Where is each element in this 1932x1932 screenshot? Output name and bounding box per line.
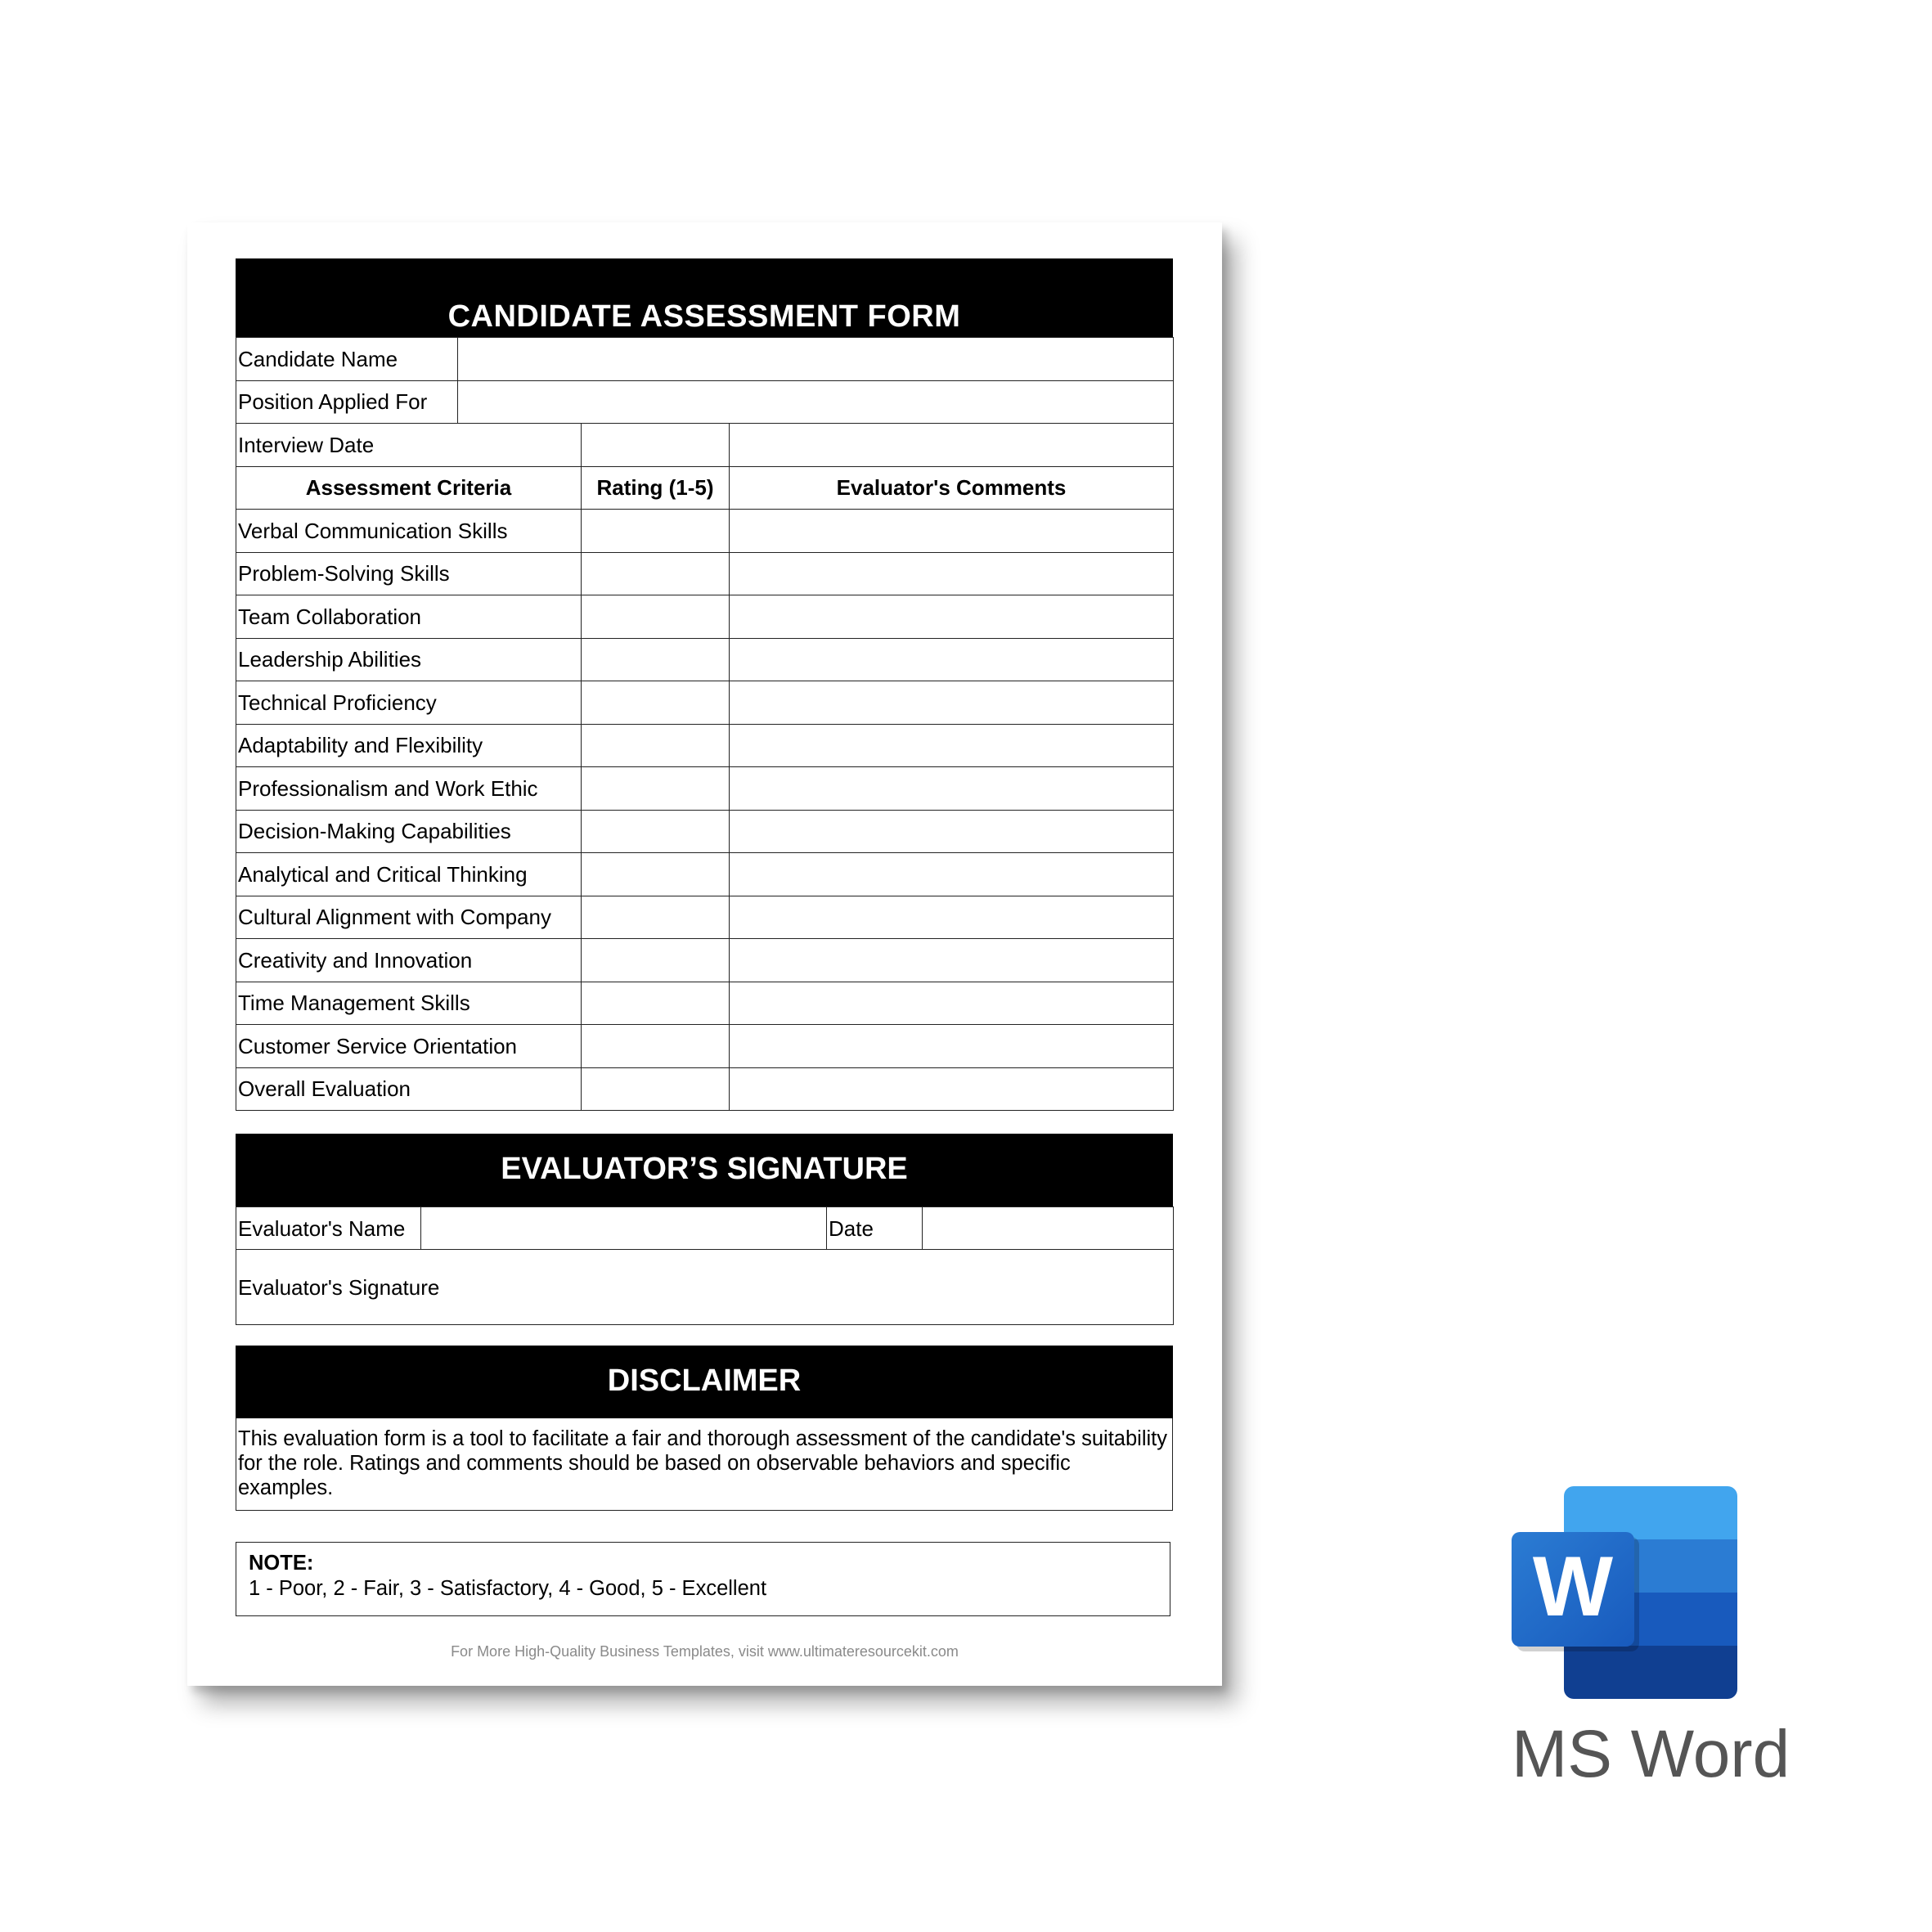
table-row (236, 853, 1174, 896)
comments-field[interactable] (730, 552, 1174, 595)
disclaimer-title-bar (236, 1346, 1173, 1418)
disclaimer-title: DISCLAIMER (607, 1364, 802, 1398)
criteria-label: Leadership Abilities (236, 638, 582, 681)
comments-field[interactable] (730, 638, 1174, 681)
note-box (236, 1542, 1170, 1616)
comments-field[interactable] (730, 767, 1174, 811)
rating-field[interactable] (582, 896, 730, 939)
footer-text: For More High-Quality Business Templates, visit www.ultimateresourcekit.com (451, 1643, 959, 1660)
table-row (236, 896, 1174, 939)
signature-title: EVALUATOR’S SIGNATURE (501, 1152, 908, 1186)
criteria-label: Customer Service Orientation (236, 1025, 582, 1068)
comments-field[interactable] (730, 1067, 1174, 1111)
criteria-label: Verbal Communication Skills (236, 510, 582, 553)
comments-field[interactable] (730, 982, 1174, 1025)
table-row (236, 681, 1174, 725)
criteria-label: Technical Proficiency (236, 681, 582, 725)
signature-field[interactable] (236, 1250, 1174, 1325)
evaluator-name-label: Evaluator's Name (236, 1207, 421, 1250)
criteria-label: Creativity and Innovation (236, 939, 582, 982)
rating-field[interactable] (582, 638, 730, 681)
rating-field[interactable] (582, 982, 730, 1025)
disclaimer-text: This evaluation form is a tool to facilitate a fair and thorough assessment of the candidate's suitability for the role. Ratings and comments should be based on observable behaviors and specific examples. (236, 1418, 1173, 1511)
comments-field[interactable] (730, 896, 1174, 939)
signature-row (236, 1250, 1174, 1325)
form-title: CANDIDATE ASSESSMENT FORM (447, 299, 961, 334)
table-row (236, 510, 1174, 553)
rating-field[interactable] (582, 939, 730, 982)
table-row (236, 1067, 1174, 1111)
interview-date-extra-field[interactable] (730, 424, 1174, 467)
table-row (236, 939, 1174, 982)
comments-field[interactable] (730, 724, 1174, 767)
document-page (187, 222, 1222, 1686)
criteria-label: Analytical and Critical Thinking (236, 853, 582, 896)
table-row (236, 595, 1174, 639)
column-header-criteria: Assessment Criteria (236, 466, 582, 510)
criteria-label: Time Management Skills (236, 982, 582, 1025)
criteria-label: Overall Evaluation (236, 1067, 582, 1111)
evaluator-name-field[interactable] (421, 1207, 827, 1250)
rating-field[interactable] (582, 552, 730, 595)
signature-table (236, 1206, 1174, 1325)
signature-title-bar (236, 1134, 1173, 1206)
table-row (236, 638, 1174, 681)
rating-field[interactable] (582, 1067, 730, 1111)
app-label: MS Word (1512, 1717, 1790, 1791)
date-field[interactable] (923, 1207, 1174, 1250)
rating-field[interactable] (582, 853, 730, 896)
table-row (236, 552, 1174, 595)
table-row (236, 810, 1174, 853)
comments-field[interactable] (730, 810, 1174, 853)
form-title-bar (236, 258, 1173, 337)
interview-date-label: Interview Date (236, 424, 582, 467)
criteria-label: Problem-Solving Skills (236, 552, 582, 595)
table-row (236, 767, 1174, 811)
rating-field[interactable] (582, 510, 730, 553)
position-row (236, 380, 1174, 424)
comments-field[interactable] (730, 595, 1174, 639)
comments-field[interactable] (730, 510, 1174, 553)
criteria-label: Team Collaboration (236, 595, 582, 639)
ms-word-icon (1512, 1486, 1737, 1699)
assessment-table (236, 337, 1174, 1111)
comments-field[interactable] (730, 1025, 1174, 1068)
interview-date-row (236, 424, 1174, 467)
rating-field[interactable] (582, 724, 730, 767)
table-row (236, 982, 1174, 1025)
candidate-name-label: Candidate Name (236, 338, 458, 381)
criteria-label: Decision-Making Capabilities (236, 810, 582, 853)
table-row (236, 724, 1174, 767)
table-row (236, 1025, 1174, 1068)
criteria-label: Professionalism and Work Ethic (236, 767, 582, 811)
evaluator-name-row (236, 1207, 1174, 1250)
column-header-rating: Rating (1-5) (582, 466, 730, 510)
date-label: Date (827, 1207, 923, 1250)
rating-field[interactable] (582, 767, 730, 811)
candidate-name-field[interactable] (458, 338, 1174, 381)
interview-date-field[interactable] (582, 424, 730, 467)
position-label: Position Applied For (236, 380, 458, 424)
word-logo-letter: W (1532, 1539, 1614, 1634)
rating-field[interactable] (582, 681, 730, 725)
comments-field[interactable] (730, 853, 1174, 896)
note-text: 1 - Poor, 2 - Fair, 3 - Satisfactory, 4 - Good, 5 - Excellent (249, 1577, 767, 1600)
rating-field[interactable] (582, 595, 730, 639)
candidate-name-row (236, 338, 1174, 381)
rating-field[interactable] (582, 1025, 730, 1068)
criteria-label: Cultural Alignment with Company (236, 896, 582, 939)
rating-field[interactable] (582, 810, 730, 853)
comments-field[interactable] (730, 939, 1174, 982)
signature-label: Evaluator's Signature (238, 1274, 440, 1300)
criteria-label: Adaptability and Flexibility (236, 724, 582, 767)
table-header-row (236, 466, 1174, 510)
column-header-comments: Evaluator's Comments (730, 466, 1174, 510)
comments-field[interactable] (730, 681, 1174, 725)
position-field[interactable] (458, 380, 1174, 424)
note-title: NOTE: (249, 1552, 314, 1575)
